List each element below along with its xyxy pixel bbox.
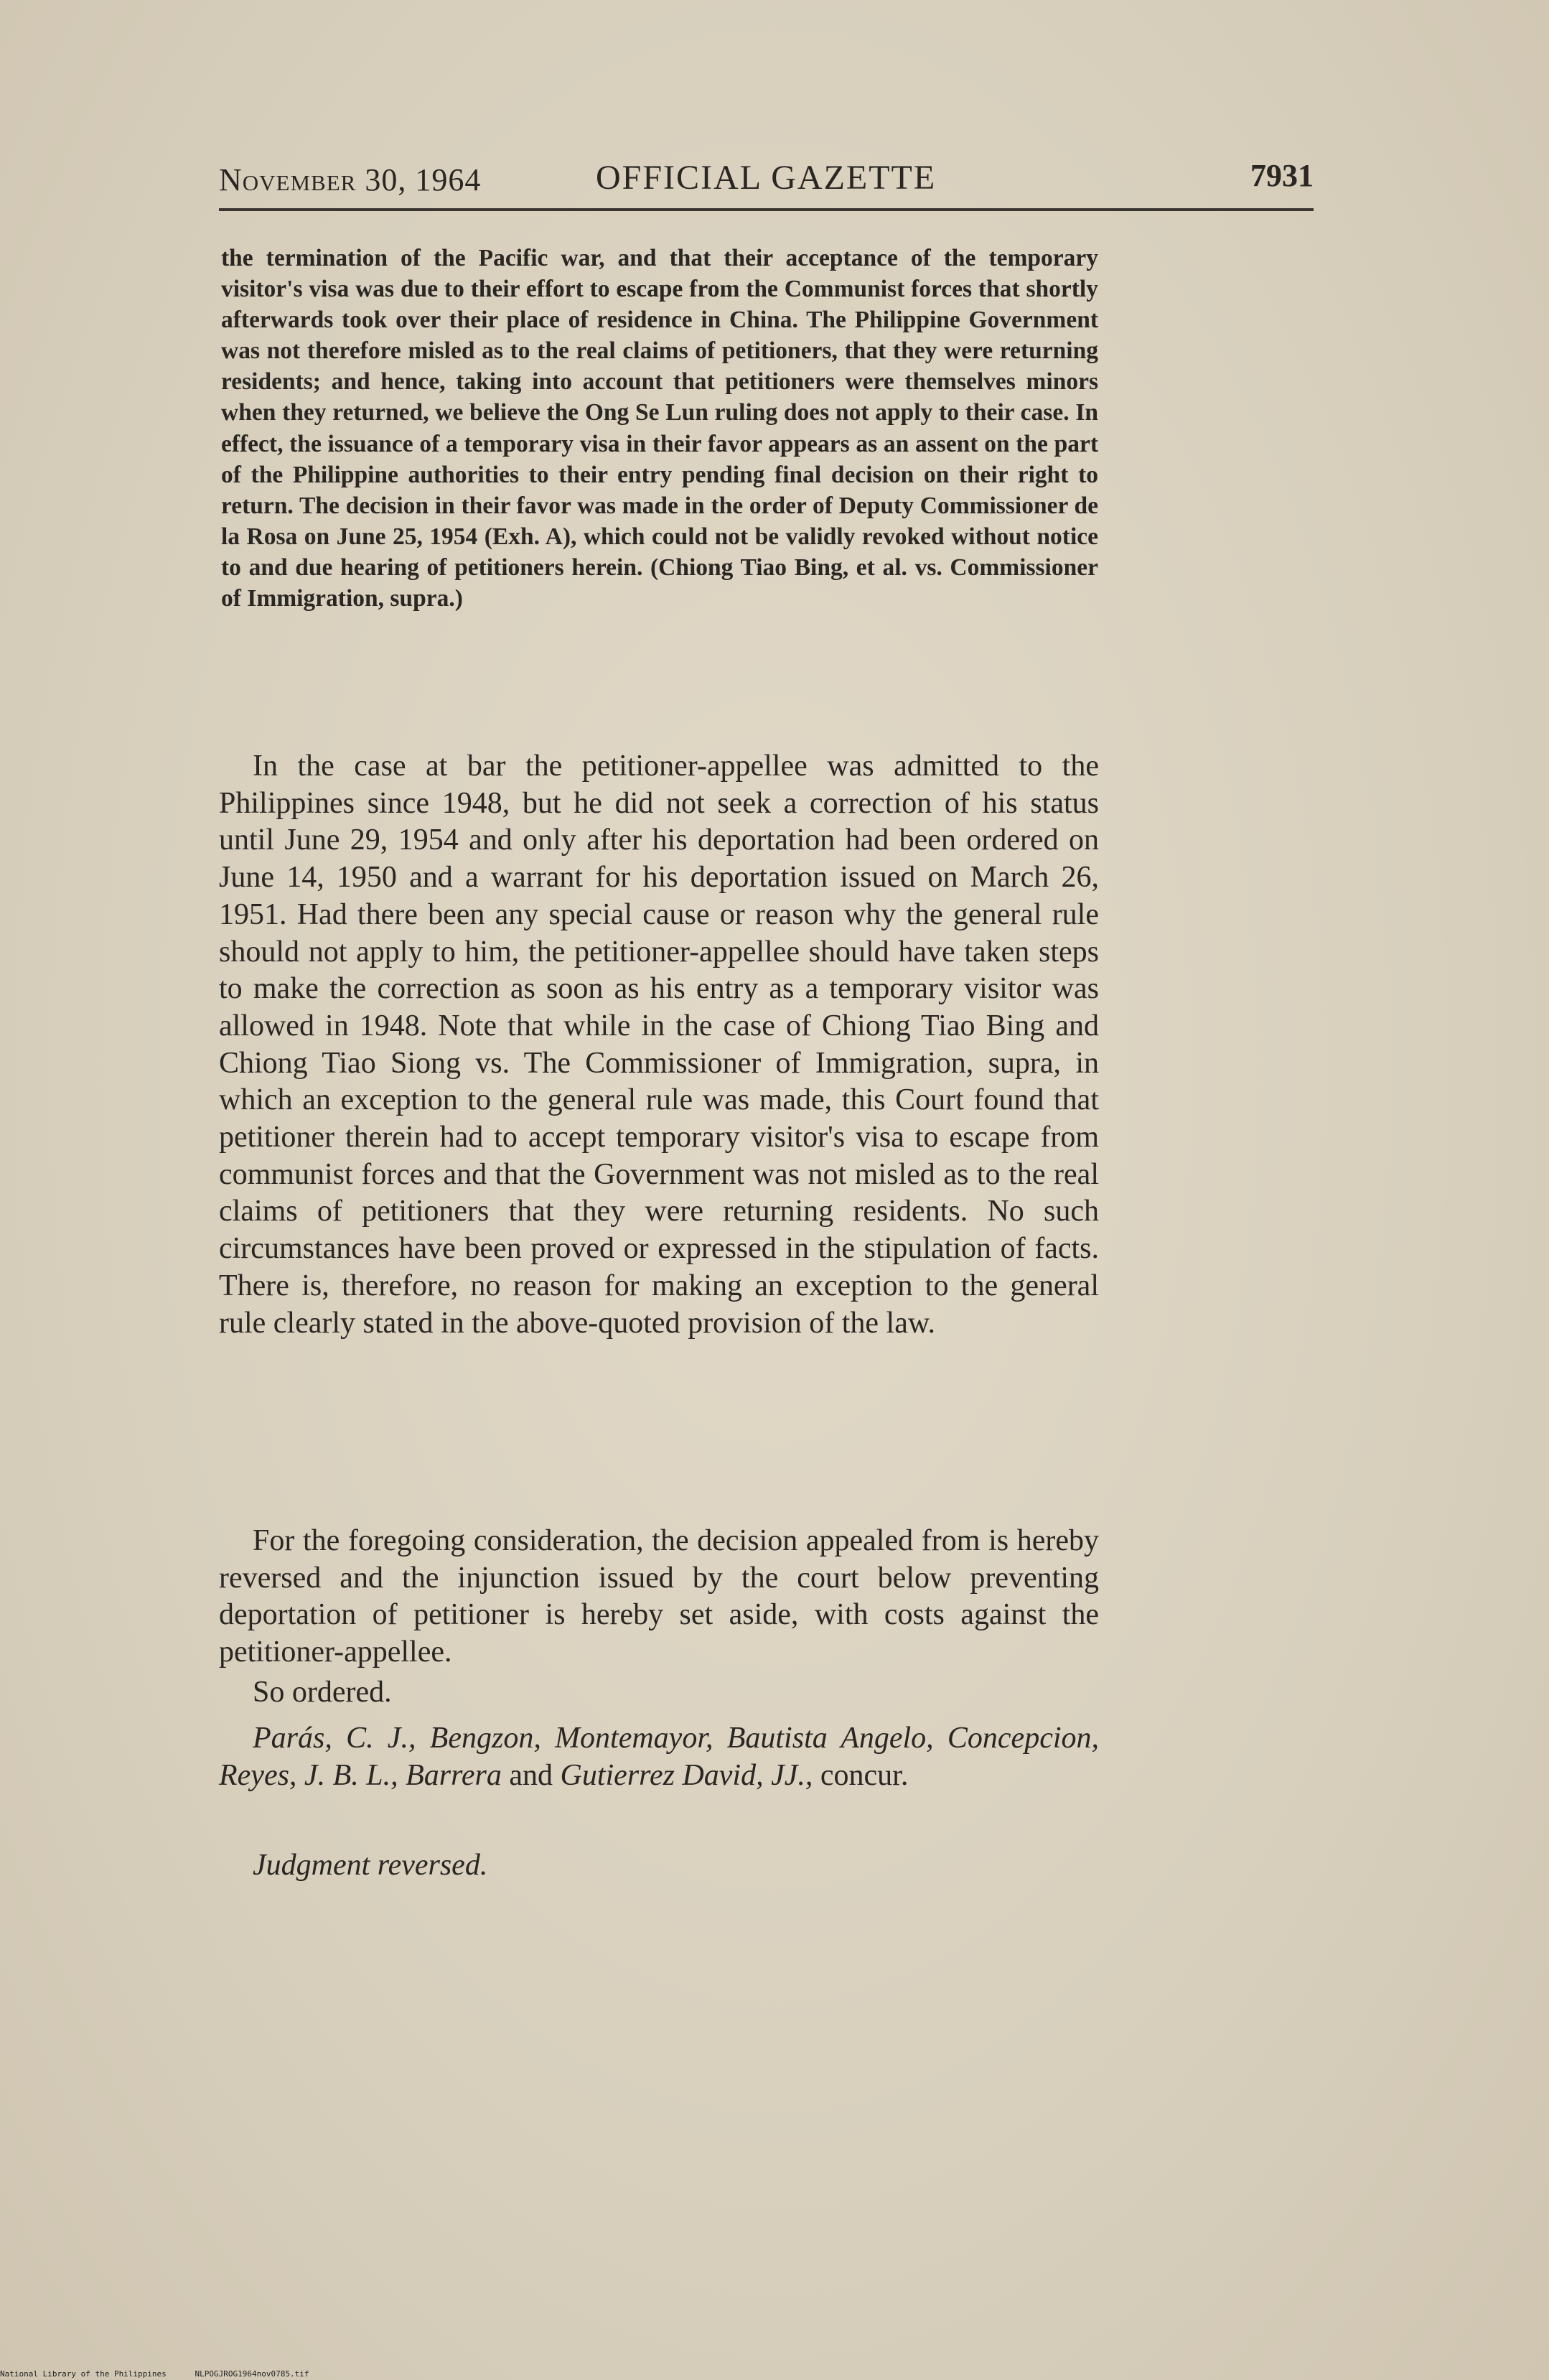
page-header xyxy=(219,154,1314,205)
header-date: November 30, 1964 xyxy=(219,162,482,197)
concur-word: concur. xyxy=(820,1758,909,1792)
body-paragraph-1: In the case at bar the petitioner-appellee was admitted to the Philippines since 1948, but he did not seek a correction of his status until June 29, 1954 and only after his deportation had been ordered on June 14, 1950 and a warrant for his deportation issued on March 26, 1951. Had there been any special cause or reason why the general rule should not apply to him, the petitioner-appellee should have taken steps to make the correction as soon as his entry as a temporary visitor was allowed in 1948. Note that while in the case of Chiong Tiao Bing and Chiong Tiao Siong vs. The Commissioner of Immigration, supra, in which an exception to the general rule was made, this Court found that petitioner therein had to accept temporary visitor's visa to escape from communist forces and that the Government was not misled as to the real claims of petitioners that they were returning residents. No such circumstances have been proved or expressed in the stipulation of facts. There is, therefore, no reason for making an exception to the general rule clearly stated in the above-quoted provision of the law. xyxy=(219,750,1099,1340)
header-title: OFFICIAL GAZETTE xyxy=(596,159,937,197)
header-rule xyxy=(219,208,1314,211)
body-paragraph-2: For the foregoing consideration, the decision appealed from is hereby reversed and the injunction issued by the court below preventing deportation of petitioner is hereby set aside, with costs against the petitioner-appellee. xyxy=(219,1524,1099,1669)
scan-footer xyxy=(0,2369,309,2379)
disposition: Judgment reversed. xyxy=(253,1849,488,1882)
footer-file: NLPOGJROG1964nov0785.tif xyxy=(195,2369,309,2379)
quoted-paragraph: the termination of the Pacific war, and that their acceptance of the temporary visitor's visa was due to their effort to escape from the Communist forces that shortly afterwards took over their place of residence in China. The Philippine Government was not therefore misled as to the real claims of petitioners, that they were returning residents; and hence, taking into account that petitioners were themselves minors when they returned, we believe the Ong Se Lun ruling does not apply to their case. In effect, the issuance of a temporary visa in their favor appears as an assent on the part of the Philippine authorities to their entry pending final decision on their right to return. The decision in their favor was made in the order of Deputy Commissioner de la Rosa on June 25, 1954 (Exh. A), which could not be validly revoked without notice to and due hearing of petitioners herein. (Chiong Tiao Bing, et al. vs. Commissioner of Immigration, supra.) xyxy=(221,245,1098,612)
footer-source: National Library of the Philippines xyxy=(0,2369,167,2379)
last-justice: Gutierrez David, JJ., xyxy=(560,1758,813,1792)
concurring-justices: Parás, C. J., Bengzon, Montemayor, Bautista Angelo, Concepcion, Reyes, J. B. L., Barrera xyxy=(219,1722,1099,1792)
concurrence-and: and xyxy=(509,1758,553,1792)
concurrence-paragraph xyxy=(219,1720,1099,1794)
body-paragraph-3: So ordered. xyxy=(253,1676,392,1709)
header-page-number: 7931 xyxy=(1250,158,1314,193)
